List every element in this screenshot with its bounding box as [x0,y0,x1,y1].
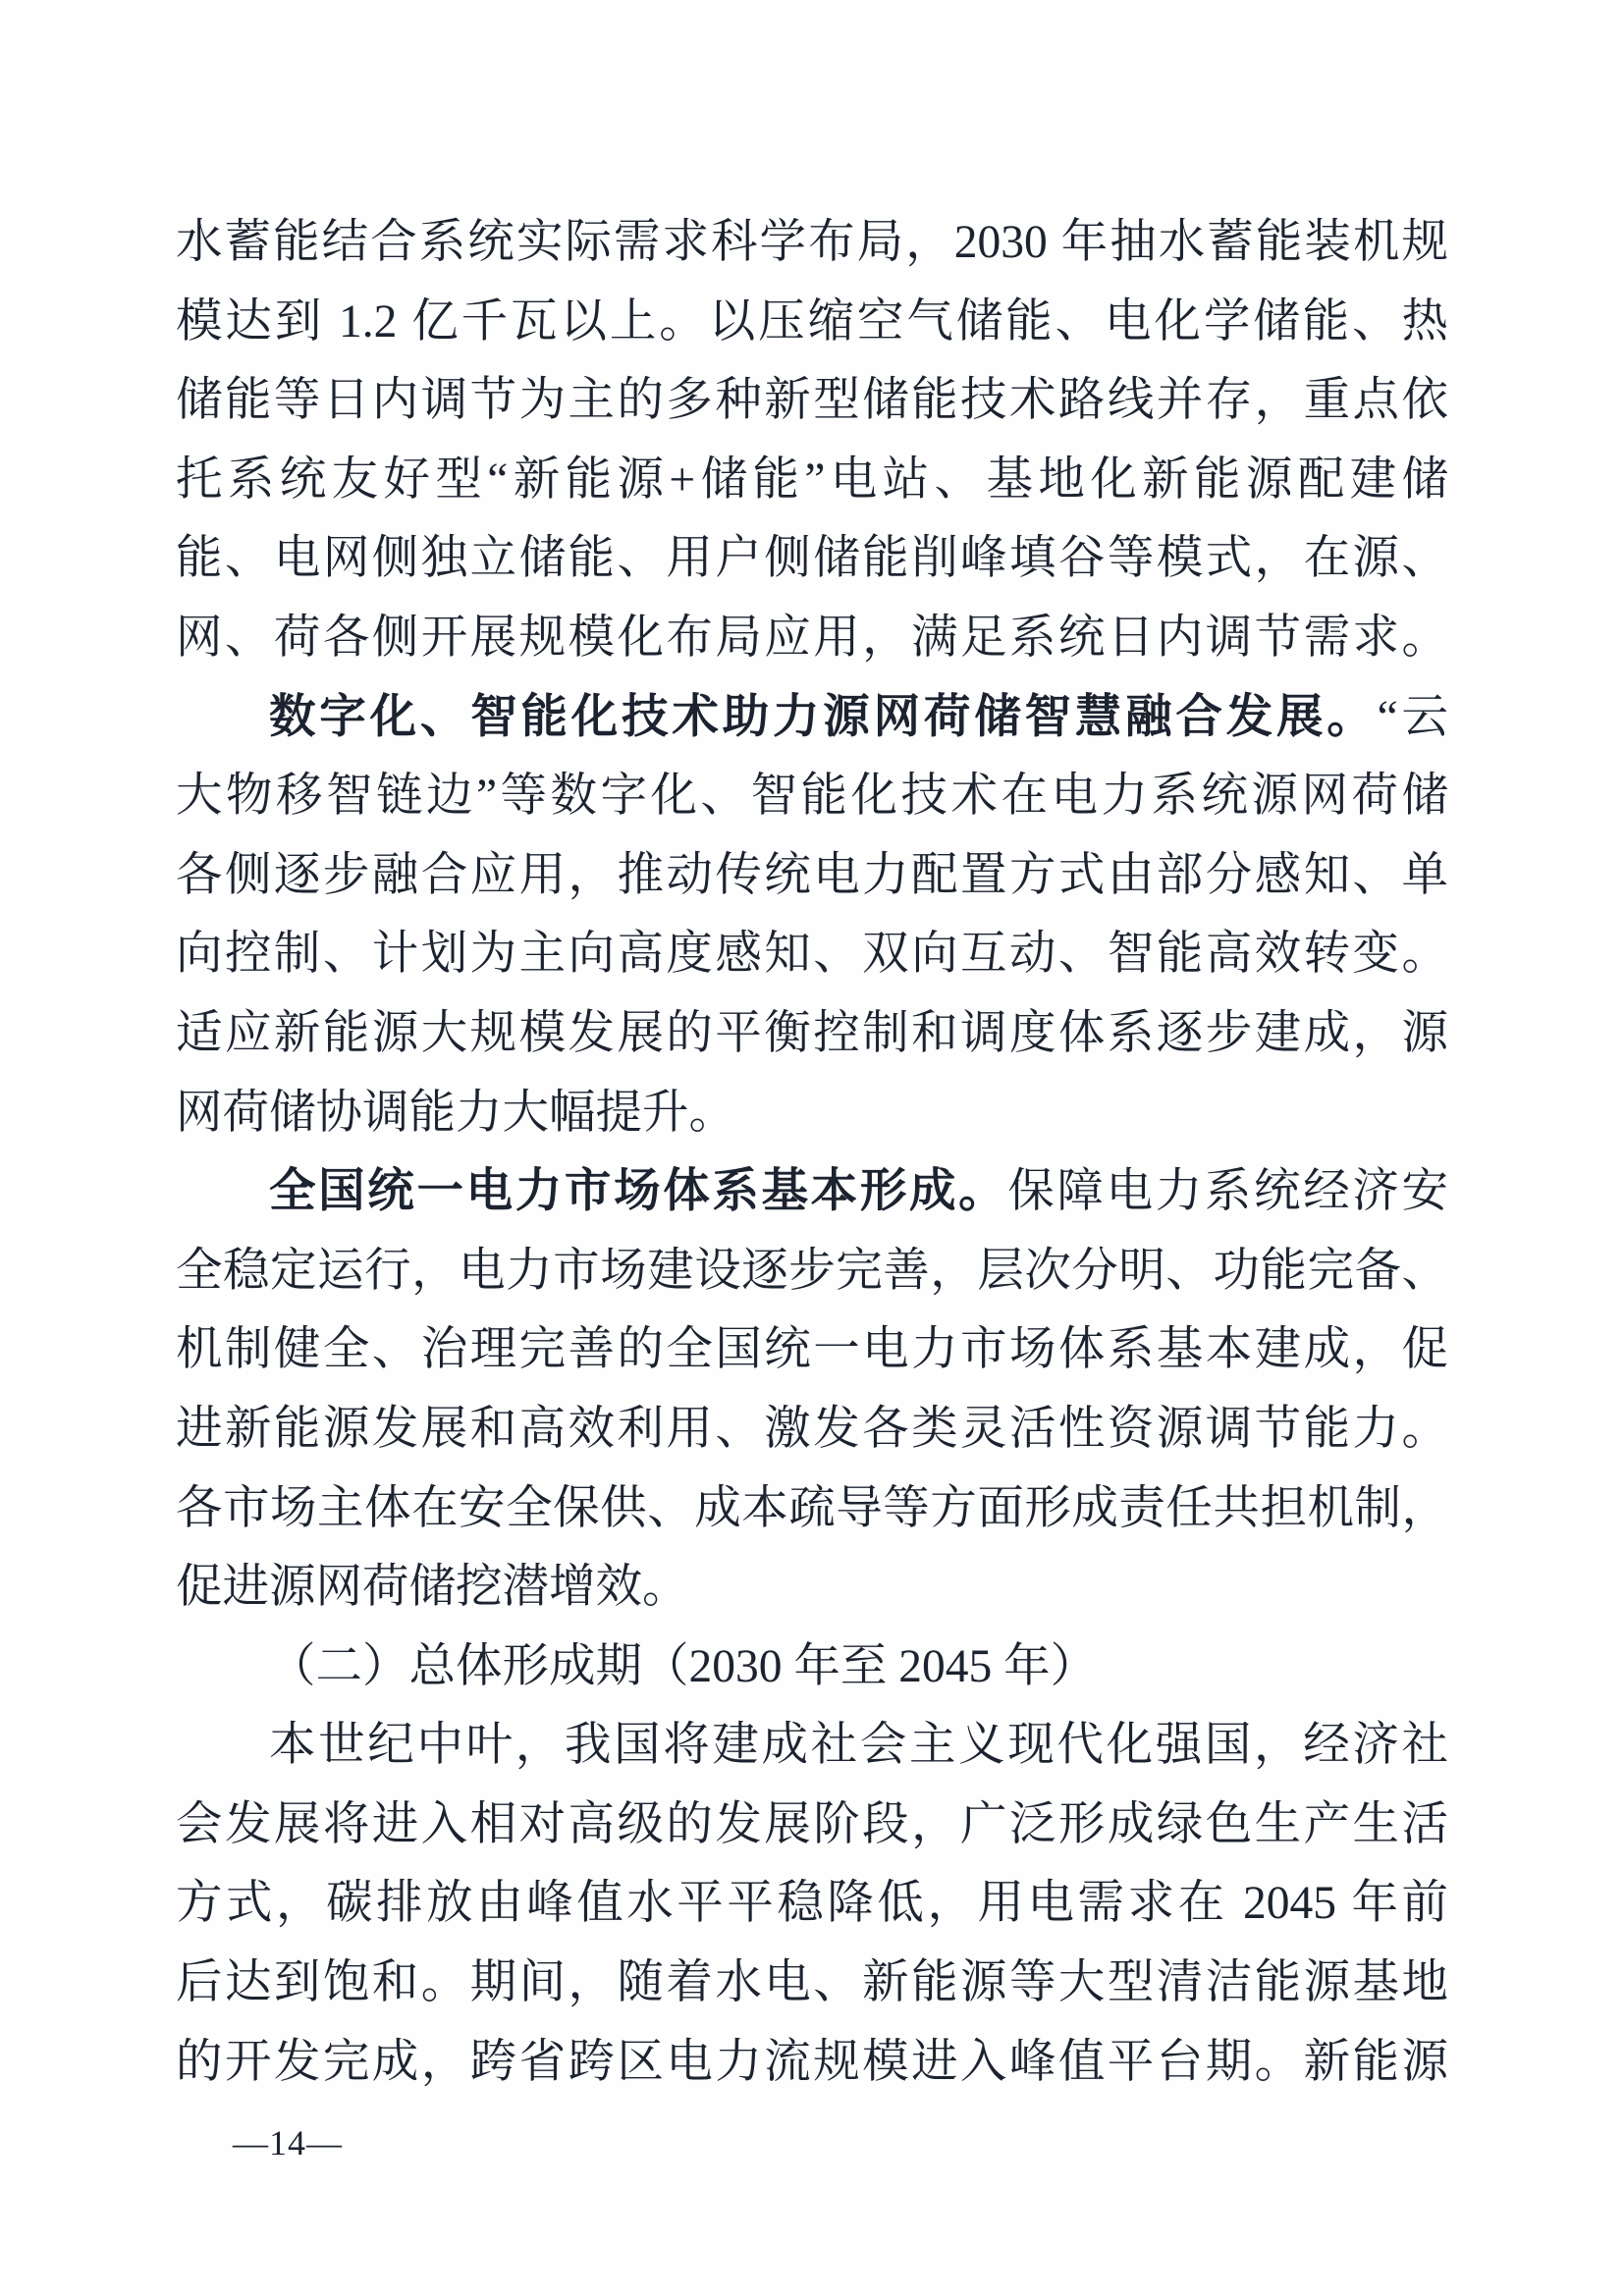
section-heading: （二）总体形成期（2030 年至 2045 年） [269,1640,1098,1692]
text-line: 会发展将进入相对高级的发展阶段，广泛形成绿色生产生活 [176,1798,1448,1850]
text-line: 能、电网侧独立储能、用户侧储能削峰填谷等模式，在源、 [176,533,1448,585]
text-line: 各市场主体在安全保供、成本疏导等方面形成责任共担机制， [176,1482,1448,1534]
text-block [176,203,1448,2102]
bold-lead-sentence: 全国统一电力市场体系基本形成。 [269,1165,1008,1218]
text-line: 大物移智链边”等数字化、智能化技术在电力系统源网荷储 [176,771,1448,823]
text-line: 机制健全、治理完善的全国统一电力市场体系基本建成，促 [176,1324,1448,1376]
text-line: 储能等日内调节为主的多种新型储能技术路线并存，重点依 [176,375,1448,427]
text-segment: “云 [1377,691,1448,743]
text-line: 各侧逐步融合应用，推动传统电力配置方式由部分感知、单 [176,849,1448,901]
text-line: 托系统友好型“新能源+储能”电站、基地化新能源配建储 [176,454,1448,506]
text-line [176,1152,1448,1232]
text-line: 后达到饱和。期间，随着水电、新能源等大型清洁能源基地 [176,1957,1448,2009]
text-line: 网、荷各侧开展规模化布局应用，满足系统日内调节需求。 [176,612,1448,664]
text-line: 水蓄能结合系统实际需求科学布局，2030 年抽水蓄能装机规 [176,217,1448,268]
text-line: 的开发完成，跨省跨区电力流规模进入峰值平台期。新能源 [176,2036,1448,2088]
page-number: —14— [233,2123,343,2163]
bold-lead-sentence: 数字化、智能化技术助力源网荷储智慧融合发展。 [269,690,1378,743]
text-segment: 保障电力系统经济安 [1007,1166,1448,1218]
text-line: 本世纪中叶，我国将建成社会主义现代化强国，经济社 [269,1720,1448,1772]
text-line: 模达到 1.2 亿千瓦以上。以压缩空气储能、电化学储能、热 [176,295,1448,347]
text-line: 适应新能源大规模发展的平衡控制和调度体系逐步建成，源 [176,1007,1448,1059]
text-line: 进新能源发展和高效利用、激发各类灵活性资源调节能力。 [176,1403,1448,1455]
text-line: 向控制、计划为主向高度感知、双向互动、智能高效转变。 [176,929,1448,981]
text-line: 方式，碳排放由峰值水平平稳降低，用电需求在 2045 年前 [176,1878,1448,1930]
text-line: 全稳定运行，电力市场建设逐步完善，层次分明、功能完备、 [176,1245,1448,1297]
text-line [176,678,1448,758]
text-line: 网荷储协调能力大幅提升。 [176,1087,735,1139]
text-line: 促进源网荷储挖潜增效。 [176,1562,689,1614]
